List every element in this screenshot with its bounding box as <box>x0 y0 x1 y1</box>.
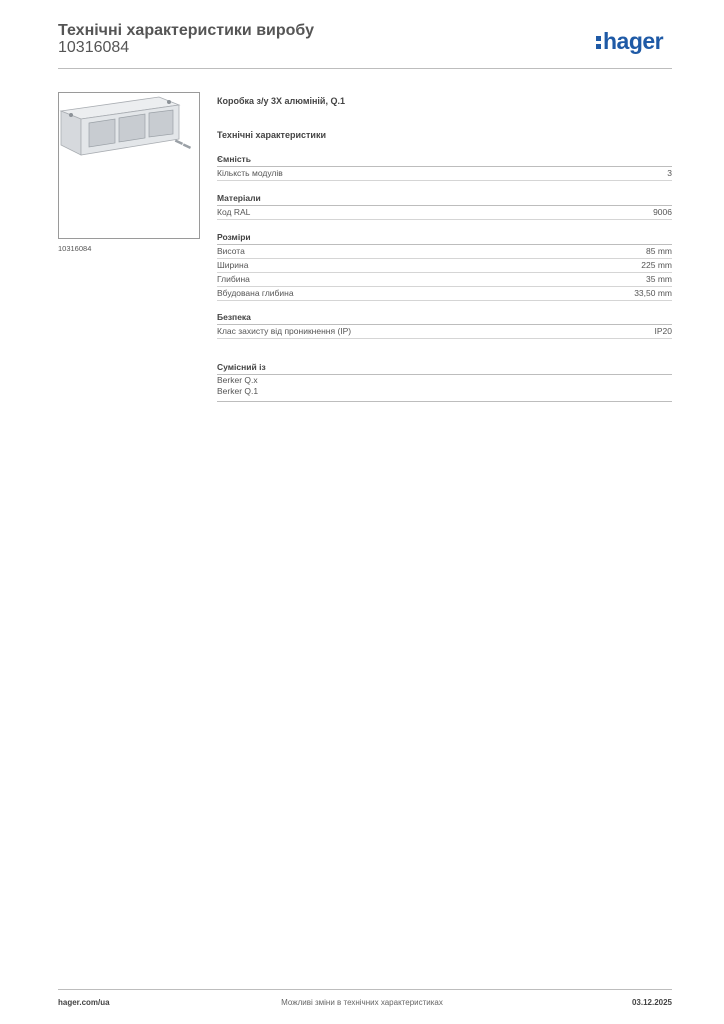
spec-group-materials <box>217 193 672 220</box>
spec-value: IP20 <box>654 326 672 336</box>
spec-group-title: Безпека <box>217 312 672 325</box>
spec-row <box>217 259 672 273</box>
spec-value: 33,50 mm <box>634 288 672 298</box>
image-caption: 10316084 <box>58 244 92 253</box>
footer-website-link[interactable]: hager.com/ua <box>58 998 110 1007</box>
spec-value: 9006 <box>653 207 672 217</box>
spec-section-title: Технічні характеристики <box>217 130 326 140</box>
spec-group-title: Ємність <box>217 154 672 167</box>
spec-row <box>217 245 672 259</box>
hager-logo <box>596 28 663 55</box>
spec-label: Кільксть модулів <box>217 168 283 178</box>
spec-label: Код RAL <box>217 207 251 217</box>
spec-row <box>217 325 672 339</box>
spec-group-title: Матеріали <box>217 193 672 206</box>
header-divider <box>58 68 672 69</box>
spec-value: 85 mm <box>646 246 672 256</box>
spec-label: Глибина <box>217 274 250 284</box>
product-name: Коробка з/у 3X алюміній, Q.1 <box>217 96 345 106</box>
spec-row <box>217 287 672 301</box>
product-code: 10316084 <box>58 39 130 56</box>
spec-label: Висота <box>217 246 245 256</box>
spec-group-safety <box>217 312 672 339</box>
spec-group-dimensions <box>217 232 672 301</box>
compatible-title: Сумісний із <box>217 362 672 375</box>
spec-value: 3 <box>667 168 672 178</box>
compatible-item: Berker Q.1 <box>217 386 259 396</box>
spec-label: Ширина <box>217 260 249 270</box>
spec-label: Клас захисту від проникнення (IP) <box>217 326 352 336</box>
spec-group-capacity <box>217 154 672 181</box>
spec-value: 35 mm <box>646 274 672 284</box>
spec-label: Вбудована глибина <box>217 288 294 298</box>
footer-divider <box>58 989 672 990</box>
spec-row <box>217 273 672 287</box>
document-title: Технічні характеристики виробу <box>58 22 314 39</box>
compatible-with-section <box>217 362 672 402</box>
spec-group-title: Розміри <box>217 232 672 245</box>
compatible-item: Berker Q.x <box>217 375 258 385</box>
compatible-divider <box>217 397 672 402</box>
spec-row <box>217 167 672 181</box>
frame-box-illustration <box>59 93 199 238</box>
product-image <box>58 92 200 239</box>
spec-value: 225 mm <box>641 260 672 270</box>
footer-date: 03.12.2025 <box>631 998 672 1007</box>
logo-text: hager <box>603 28 664 54</box>
footer-notice: Можливі зміни в технічних характеристиках <box>281 998 443 1007</box>
spec-content <box>217 96 672 402</box>
spec-row <box>217 206 672 220</box>
logo-dots-icon <box>596 34 601 50</box>
